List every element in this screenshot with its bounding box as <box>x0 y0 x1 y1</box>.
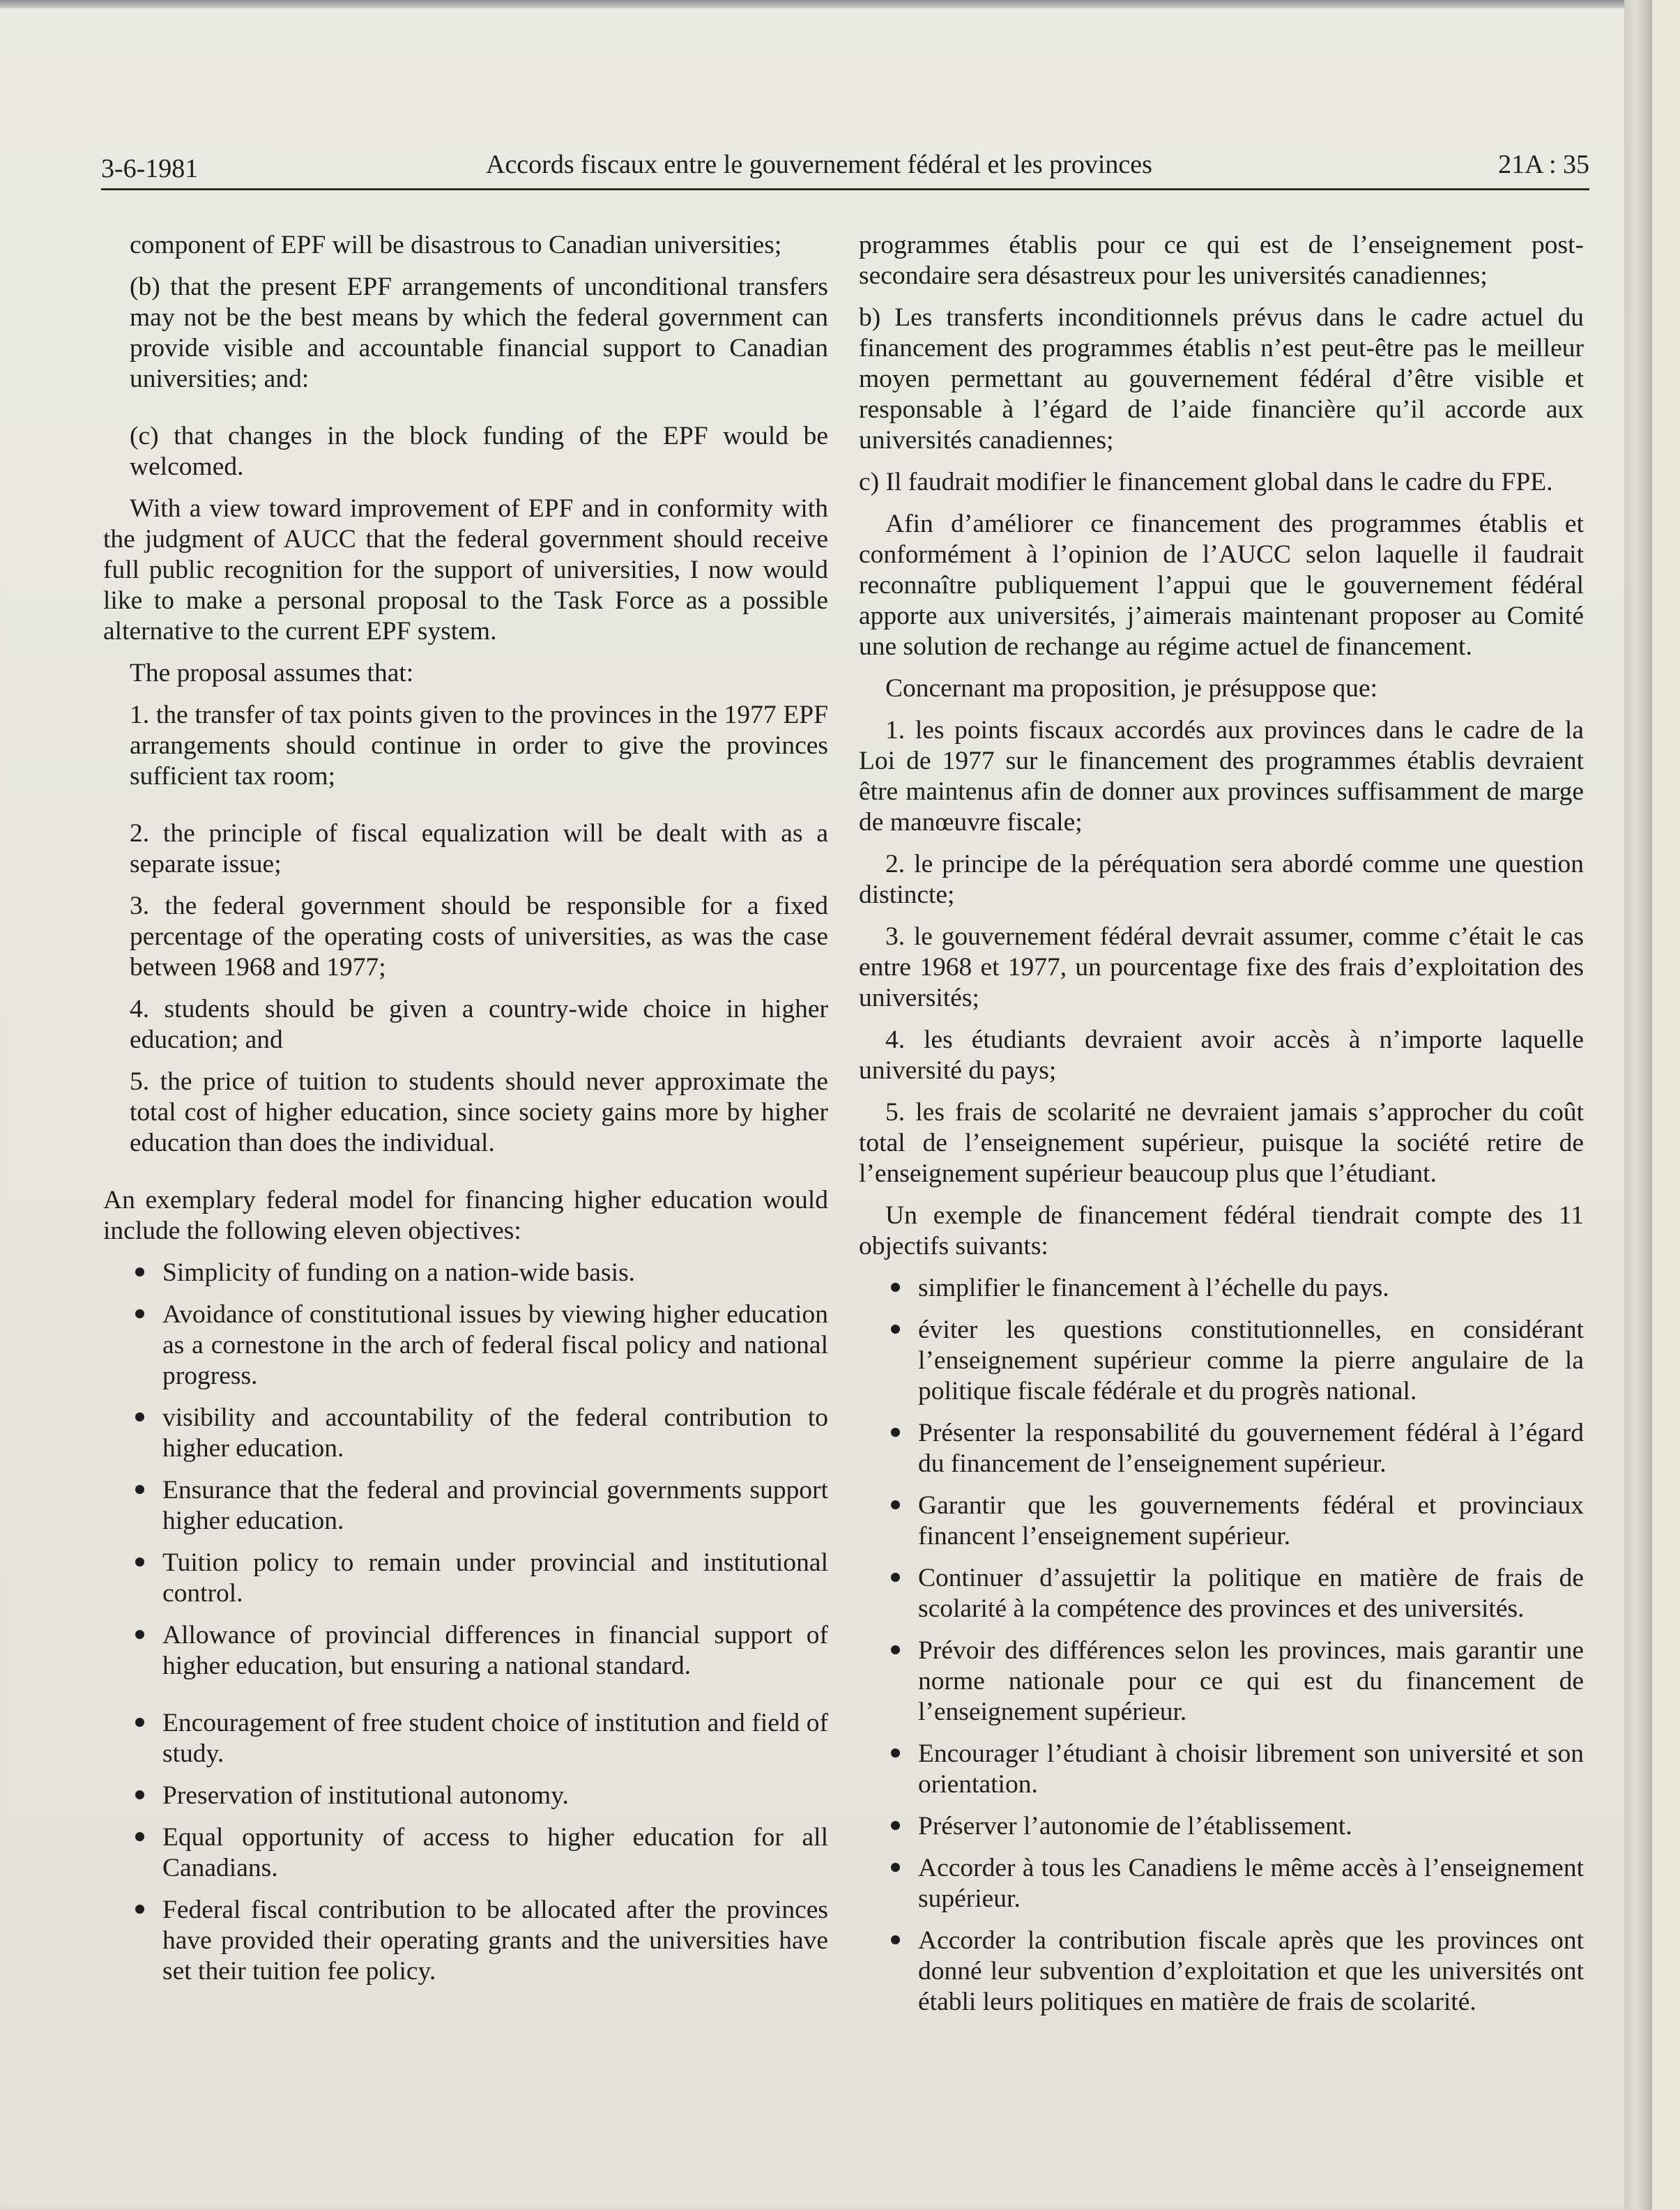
list-item: Préserver l’autonomie de l’établissement. <box>859 1811 1584 1842</box>
paragraph: The proposal assumes that: <box>130 659 414 687</box>
paragraph: component of EPF will be disastrous to Canadian universities; <box>130 231 782 259</box>
list-item: Accorder la contribution fiscale après que les provinces ont donné leur subvention d’exploitation et que les universités ont établi leurs politiques en matière de frais de scolarité. <box>859 1926 1584 2018</box>
numbered-item: 3. le gouvernement fédéral devrait assumer, comme c’était le cas entre 1968 et 1977, un pourcentage fixe des frais d’exploitation des universités; <box>859 922 1584 1012</box>
list-item: Tuition policy to remain under provincial and institutional control. <box>103 1548 828 1609</box>
list-item: Continuer d’assujettir la politique en matière de frais de scolarité à la compétence des provinces et des universités. <box>859 1563 1584 1624</box>
list-item: Avoidance of constitutional issues by viewing higher education as a cornestone in the arch of federal fiscal policy and national progress. <box>103 1300 828 1392</box>
numbered-item: 3. the federal government should be responsible for a fixed percentage of the operating costs of universities, as was the case between 1968 and 1977; <box>130 892 828 982</box>
bullet-icon <box>891 1821 900 1830</box>
header-title: Accords fiscaux entre le gouvernement fédéral et les provinces <box>486 150 1152 179</box>
list-item: Accorder à tous les Canadiens le même accès à l’enseignement supérieur. <box>859 1853 1584 1914</box>
bullet-icon <box>891 1283 900 1292</box>
bullet-icon <box>135 1309 144 1318</box>
header-date: 3-6-1981 <box>101 154 199 183</box>
list-item: Encouragement of free student choice of institution and field of study. <box>103 1708 828 1769</box>
numbered-item: 4. students should be given a country-wide choice in higher education; and <box>130 995 828 1054</box>
header-rule <box>101 188 1589 190</box>
numbered-item: 1. the transfer of tax points given to the provinces in the 1977 EPF arrangements should continue in order to give the provinces sufficient tax room; <box>130 701 828 791</box>
paragraph: (c) that changes in the block funding of the EPF would be welcomed. <box>130 422 828 481</box>
bullet-icon <box>135 1267 144 1277</box>
numbered-item: 1. les points fiscaux accordés aux provinces dans le cadre de la Loi de 1977 sur le financement des programmes établis devraient être maintenus afin de donner aux provinces suffisamment de marge de manœuvre fiscale; <box>859 716 1584 837</box>
bullet-icon <box>135 1905 144 1914</box>
bullet-icon <box>891 1935 900 1944</box>
list-item: Allowance of provincial differences in financial support of higher education, but ensuring a national standard. <box>103 1620 828 1682</box>
bullet-icon <box>135 1832 144 1841</box>
list-item: Simplicity of funding on a nation-wide basis. <box>103 1258 828 1288</box>
numbered-item: 2. the principle of fiscal equalization will be dealt with as a separate issue; <box>130 819 828 878</box>
numbered-item: 2. le principe de la péréquation sera abordé comme une question distincte; <box>859 850 1584 909</box>
objectives-list <box>103 1258 828 1987</box>
paragraph: (b) that the present EPF arrangements of unconditional transfers may not be the best means by which the federal government can provide visible and accountable financial support to Canadian universities; and: <box>130 273 828 393</box>
bullet-icon <box>135 1718 144 1727</box>
bullet-icon <box>135 1557 144 1567</box>
bullet-icon <box>891 1325 900 1334</box>
scan-top-edge <box>0 0 1652 8</box>
bullet-icon <box>135 1630 144 1639</box>
bullet-icon <box>891 1748 900 1758</box>
paragraph: c) Il faudrait modifier le financement global dans le cadre du FPE. <box>859 468 1553 496</box>
paragraph: programmes établis pour ce qui est de l’enseignement post-secondaire sera désastreux pour les universités canadiennes; <box>859 231 1584 290</box>
bullet-icon <box>135 1412 144 1422</box>
list-item: Equal opportunity of access to higher education for all Canadians. <box>103 1822 828 1884</box>
paragraph: Concernant ma proposition, je présuppose que: <box>885 674 1378 703</box>
paragraph: An exemplary federal model for financing higher education would include the following eleven objectives: <box>103 1186 828 1245</box>
list-item: Federal fiscal contribution to be allocated after the provinces have provided their operating grants and the universities have set their tuition fee policy. <box>103 1895 828 1987</box>
paragraph: Afin d’améliorer ce financement des programmes établis et conformément à l’opinion de l’AUCC selon laquelle il faudrait reconnaître publiquement l’appui que le gouvernement fédéral apporte aux universités, j’aimerais maintenant proposer au Comité une solution de rechange au régime actuel de financement. <box>859 510 1584 661</box>
running-header <box>101 146 1589 188</box>
list-item: Encourager l’étudiant à choisir librement son université et son orientation. <box>859 1739 1584 1800</box>
objectives-list <box>859 1273 1584 2018</box>
header-page-number: 21A : 35 <box>1498 150 1589 179</box>
bullet-icon <box>135 1790 144 1799</box>
list-item: Ensurance that the federal and provincial governments support higher education. <box>103 1475 828 1537</box>
bullet-icon <box>891 1500 900 1509</box>
paragraph: b) Les transferts inconditionnels prévus dans le cadre actuel du financement des programmes établis n’est peut-être pas le meilleur moyen permettant au gouvernement fédéral d’être visible et responsable à l’égard de l’aide financière qu’il accorde aux universités canadiennes; <box>859 303 1584 455</box>
paragraph: Un exemple de financement fédéral tiendrait compte des 11 objectifs suivants: <box>859 1201 1584 1260</box>
bullet-icon <box>891 1863 900 1872</box>
bullet-icon <box>891 1573 900 1582</box>
paragraph: With a view toward improvement of EPF and in conformity with the judgment of AUCC that the federal government should receive full public recognition for the support of universities, I now would like to make a personal proposal to the Task Force as a possible alternative to the current EPF system. <box>103 494 828 646</box>
bullet-icon <box>891 1428 900 1437</box>
list-item: Prévoir des différences selon les provinces, mais garantir une norme nationale pour ce qui est du financement de l’enseignement supérieur. <box>859 1636 1584 1728</box>
list-item: Garantir que les gouvernements fédéral et provinciaux financent l’enseignement supérieur. <box>859 1491 1584 1552</box>
page-binding-edge <box>1624 0 1652 2210</box>
numbered-item: 4. les étudiants devraient avoir accès à n’importe laquelle université du pays; <box>859 1026 1584 1085</box>
numbered-item: 5. les frais de scolarité ne devraient jamais s’approcher du coût total de l’enseignement supérieur, puisque la société retire de l’enseignement supérieur beaucoup plus que l’étudiant. <box>859 1098 1584 1188</box>
list-item: Preservation of institutional autonomy. <box>103 1781 828 1811</box>
bullet-icon <box>891 1645 900 1654</box>
list-item: Présenter la responsabilité du gouvernement fédéral à l’égard du financement de l’enseignement supérieur. <box>859 1418 1584 1479</box>
numbered-item: 5. the price of tuition to students should never approximate the total cost of higher education, since society gains more by higher education than does the individual. <box>130 1067 828 1157</box>
list-item: éviter les questions constitutionnelles, en considérant l’enseignement supérieur comme la pierre angulaire de la politique fiscale fédérale et du progrès national. <box>859 1315 1584 1407</box>
bullet-icon <box>135 1485 144 1494</box>
list-item: simplifier le financement à l’échelle du pays. <box>859 1273 1584 1304</box>
french-column <box>859 230 1584 2029</box>
english-column <box>103 230 828 1998</box>
list-item: visibility and accountability of the federal contribution to higher education. <box>103 1403 828 1464</box>
